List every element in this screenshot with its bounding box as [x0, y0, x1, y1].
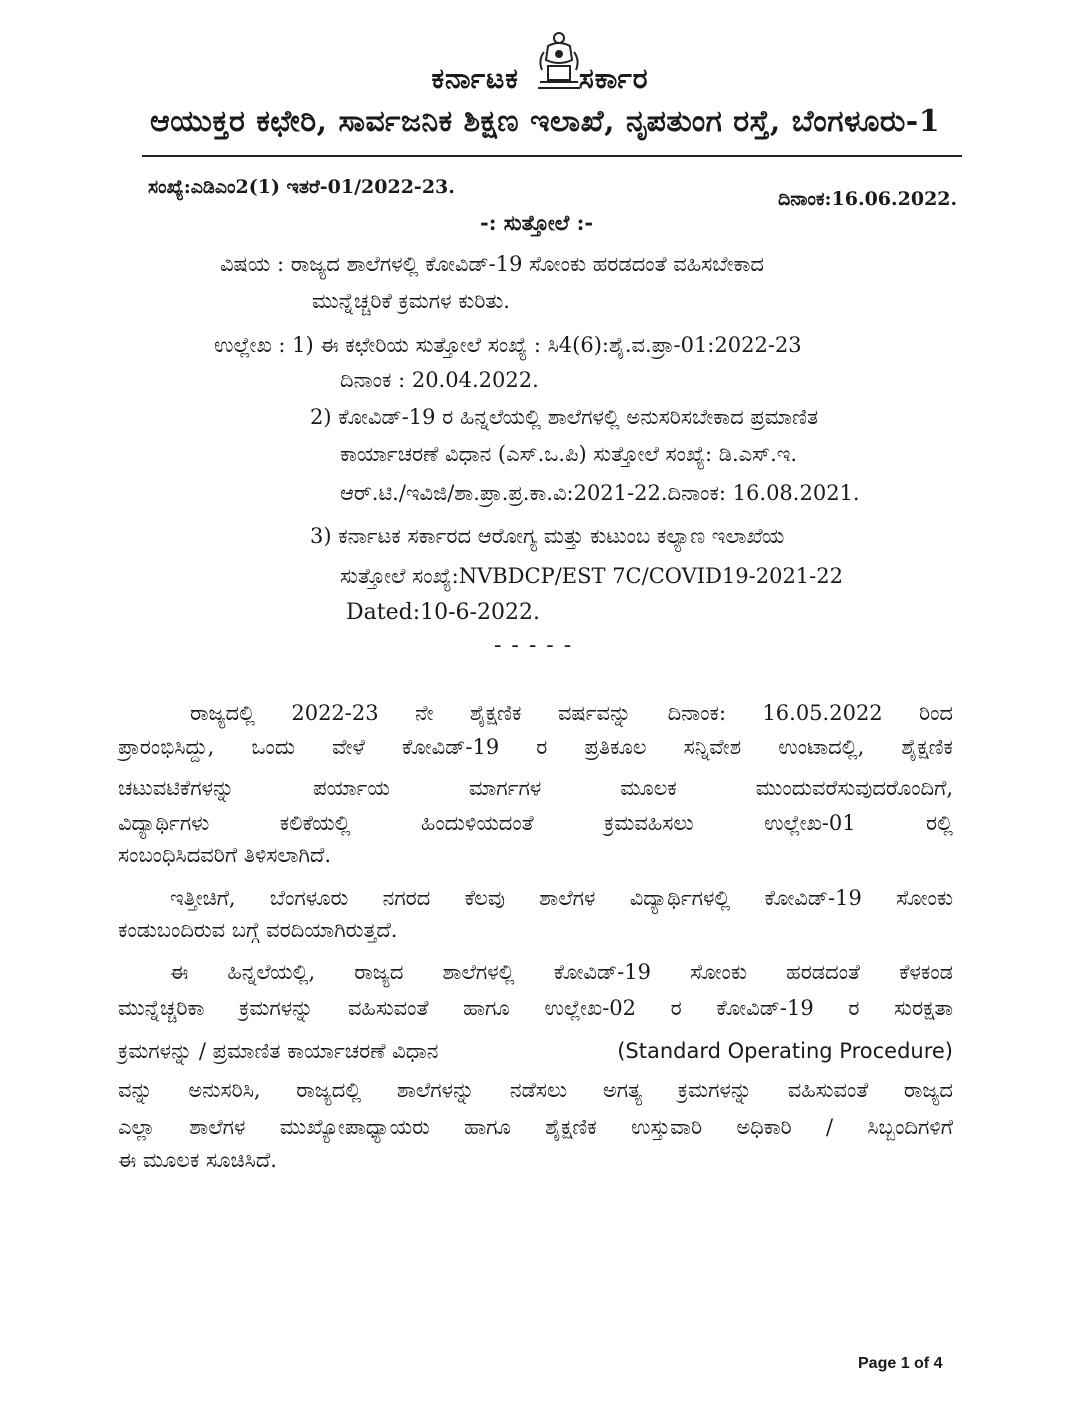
reference-1-line-2: ದಿನಾಂಕ : 20.04.2022. — [340, 368, 539, 392]
paragraph-1-line-4: ವಿದ್ಯಾರ್ಥಿಗಳು ಕಲಿಕೆಯಲ್ಲಿ ಹಿಂದುಳಿಯದಂತೆ ಕ್ರಮವಹಿಸಲು ಉಲ್ಲೇಖ-01 ರಲ್ಲಿ — [118, 811, 953, 835]
paragraph-1-line-1: ರಾಜ್ಯದಲ್ಲಿ 2022-23 ನೇ ಶೈಕ್ಷಣಿಕ ವರ್ಷವನ್ನು ದಿನಾಂಕ: 16.05.2022 ರಿಂದ — [190, 701, 953, 725]
paragraph-3-line-5: ಎಲ್ಲಾ ಶಾಲೆಗಳ ಮುಖ್ಯೋಪಾಧ್ಯಾಯರು ಹಾಗೂ ಶೈಕ್ಷಣಿಕ ಉಸ್ತುವಾರಿ ಅಧಿಕಾರಿ / ಸಿಬ್ಬಂದಿಗಳಿಗೆ — [118, 1115, 953, 1139]
paragraph-2-line-1: ಇತ್ತೀಚಿಗೆ, ಬೆಂಗಳೂರು ನಗರದ ಕೆಲವು ಶಾಲೆಗಳ ವಿದ್ಯಾರ್ಥಿಗಳಲ್ಲಿ ಕೋವಿಡ್-19 ಸೋಂಕು — [170, 886, 953, 910]
page-number: Page 1 of 4 — [858, 1355, 943, 1372]
paragraph-3-line-1: ಈ ಹಿನ್ನಲೆಯಲ್ಲಿ, ರಾಜ್ಯದ ಶಾಲೆಗಳಲ್ಲಿ ಕೋವಿಡ್-19 ಸೋಂಕು ಹರಡದಂತೆ ಕೆಳಕಂಡ — [170, 960, 953, 984]
circular-heading: -: ಸುತ್ತೋಲೆ :- — [480, 210, 594, 235]
separator-dashes: ----- — [494, 633, 582, 658]
subject-line-1: ವಿಷಯ : ರಾಜ್ಯದ ಶಾಲೆಗಳಲ್ಲಿ ಕೋವಿಡ್-19 ಸೋಂಕು ಹರಡದಂತೆ ವಹಿಸಬೇಕಾದ — [220, 252, 764, 276]
paragraph-1-line-3: ಚಟುವಟಿಕೆಗಳನ್ನು ಪರ್ಯಾಯ ಮಾರ್ಗಗಳ ಮೂಲಕ ಮುಂದುವರೆಸುವುದರೊಂದಿಗೆ, — [118, 776, 953, 800]
reference-number: ಸಂಖ್ಯೆ:ಎಡಿಎಂ2(1) ಇತರೆ-01/2022-23. — [148, 176, 455, 198]
reference-1-line-1: ಉಲ್ಲೇಖ : 1) ಈ ಕಛೇರಿಯ ಸುತ್ತೋಲೆ ಸಂಖ್ಯೆ : ಸಿ4(6):ಶೈ.ವ.ಪ್ರಾ-01:2022-23 — [214, 333, 802, 357]
government-title: ಕರ್ನಾಟಕ ಸರ್ಕಾರ — [431, 62, 649, 95]
reference-2-line-1: 2) ಕೋವಿಡ್-19 ರ ಹಿನ್ನಲೆಯಲ್ಲಿ ಶಾಲೆಗಳಲ್ಲಿ ಅನುಸರಿಸಬೇಕಾದ ಪ್ರಮಾಣಿತ — [310, 405, 819, 429]
office-address: ಆಯುಕ್ತರ ಕಛೇರಿ, ಸಾರ್ವಜನಿಕ ಶಿಕ್ಷಣ ಇಲಾಖೆ, ನೃಪತುಂಗ ರಸ್ತೆ, ಬೆಂಗಳೂರು-1 — [150, 104, 941, 139]
paragraph-1-line-5: ಸಂಬಂಧಿಸಿದವರಿಗೆ ತಿಳಿಸಲಾಗಿದೆ. — [118, 843, 332, 867]
reference-3-line-2: ಸುತ್ತೋಲೆ ಸಂಖ್ಯೆ:NVBDCP/EST 7C/COVID19-2021-22 — [340, 564, 843, 588]
reference-3-line-3: Dated:10-6-2022. — [346, 600, 540, 625]
reference-3-line-1: 3) ಕರ್ನಾಟಕ ಸರ್ಕಾರದ ಆರೋಗ್ಯ ಮತ್ತು ಕುಟುಂಬ ಕಲ್ಯಾಣ ಇಲಾಖೆಯ — [310, 524, 785, 548]
paragraph-3-line-4: ವನ್ನು ಅನುಸರಿಸಿ, ರಾಜ್ಯದಲ್ಲಿ ಶಾಲೆಗಳನ್ನು ನಡೆಸಲು ಅಗತ್ಯ ಕ್ರಮಗಳನ್ನು ವಹಿಸುವಂತೆ ರಾಜ್ಯದ — [118, 1078, 953, 1102]
paragraph-3-line-3 — [118, 1034, 953, 1069]
paragraph-3-line-3-english: (Standard Operating Procedure) — [617, 1039, 953, 1063]
paragraph-3-line-3-kannada: ಕ್ರಮಗಳನ್ನು / ಪ್ರಮಾಣಿತ ಕಾರ್ಯಾಚರಣೆ ವಿಧಾನ — [118, 1039, 439, 1063]
paragraph-3-line-6: ಈ ಮೂಲಕ ಸೂಚಿಸಿದೆ. — [118, 1148, 277, 1172]
reference-2-line-2: ಕಾರ್ಯಾಚರಣೆ ವಿಧಾನ (ಎಸ್.ಒ.ಪಿ) ಸುತ್ತೋಲೆ ಸಂಖ್ಯೆ: ಡಿ.ಎಸ್.ಇ. — [340, 442, 798, 466]
subject-line-2: ಮುನ್ನೆಚ್ಚರಿಕೆ ಕ್ರಮಗಳ ಕುರಿತು. — [312, 289, 510, 313]
header-divider — [142, 155, 962, 157]
reference-2-line-3: ಆರ್.ಟಿ./ಇವಿಜಿ/ಶಾ.ಪ್ರಾ.ಪ್ರ.ಕಾ.ವಿ:2021-22.ದಿನಾಂಕ: 16.08.2021. — [340, 481, 860, 505]
document-date: ದಿನಾಂಕ:16.06.2022. — [778, 188, 958, 210]
paragraph-2-line-2: ಕಂಡುಬಂದಿರುವ ಬಗ್ಗೆ ವರದಿಯಾಗಿರುತ್ತದೆ. — [118, 918, 398, 942]
paragraph-3-line-2: ಮುನ್ನೆಚ್ಚರಿಕಾ ಕ್ರಮಗಳನ್ನು ವಹಿಸುವಂತೆ ಹಾಗೂ ಉಲ್ಲೇಖ-02 ರ ಕೋವಿಡ್-19 ರ ಸುರಕ್ಷತಾ — [118, 996, 953, 1020]
paragraph-1-line-2: ಪ್ರಾರಂಭಿಸಿದ್ದು, ಒಂದು ವೇಳೆ ಕೋವಿಡ್-19 ರ ಪ್ರತಿಕೂಲ ಸನ್ನಿವೇಶ ಉಂಟಾದಲ್ಲಿ, ಶೈಕ್ಷಣಿಕ — [118, 735, 953, 759]
